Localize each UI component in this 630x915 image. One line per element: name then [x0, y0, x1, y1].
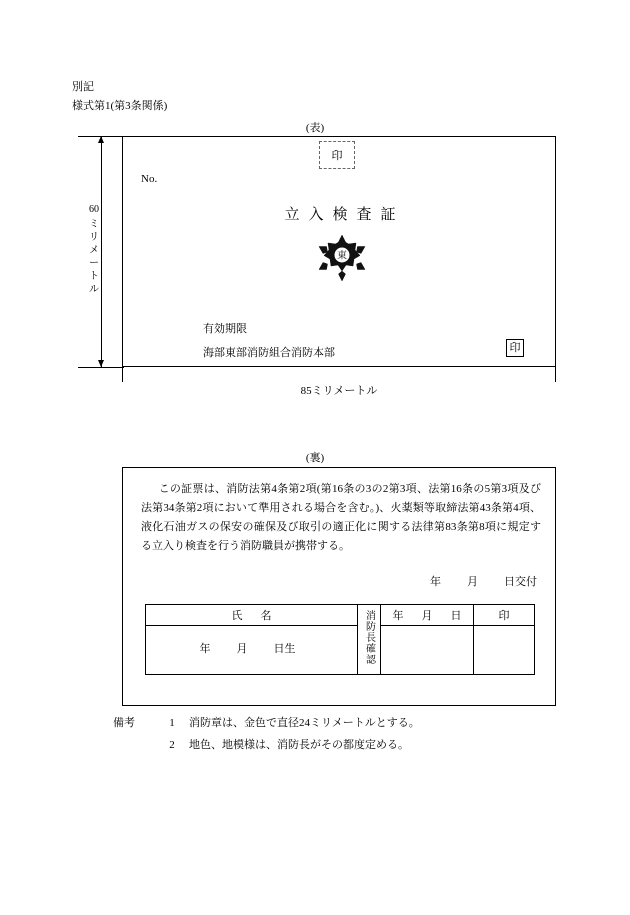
- table-header-date-month: 月: [421, 610, 433, 622]
- back-body-paragraph: この証票は、消防法第4条第2項(第16条の3の2第3項、法第16条の5第3項及び法第34条第2項において準用される場合を含む。)、火薬類等取締法第43条第4項、液化石油ガスの保安の確保及び取引の適正化に関する法律第83条第8項に規定する立入り検査を行う消防職員が携帯する。: [141, 483, 541, 552]
- issue-date-line: [430, 573, 537, 589]
- back-side-label: (裏): [305, 452, 325, 464]
- card-title: 立入検査証: [284, 207, 405, 223]
- card-number-label: No.: [141, 173, 158, 185]
- footnote-row-2: [113, 734, 420, 756]
- table-header-name: 氏名: [146, 605, 358, 626]
- organization-name: 海部東部消防組合消防本部: [203, 347, 335, 359]
- heading-line-1: 別記: [72, 81, 94, 93]
- back-body-text: [141, 480, 541, 556]
- heading-line-2: 様式第1(第3条関係): [72, 100, 168, 112]
- table-header-confirm: 消防長確認: [358, 605, 381, 675]
- table-cell-name-value: [146, 626, 358, 675]
- dimension-cap-bottom: [78, 367, 124, 368]
- table-header-seal: 印: [474, 605, 535, 626]
- height-dimension-unit: ミ リ メ ー ト ル: [89, 219, 99, 295]
- footnote-number-1: 1: [169, 717, 175, 729]
- signature-table: [145, 604, 535, 675]
- issue-date-month: 月: [467, 576, 478, 588]
- table-row: [146, 626, 535, 675]
- issue-date-day: 日交付: [504, 576, 537, 588]
- table-cell-date-value: [381, 626, 474, 675]
- table-row: [146, 605, 535, 626]
- footnote-number-2: 2: [169, 739, 175, 751]
- footnote-text-1: 消防章は、金色で直径24ミリメートルとする。: [189, 717, 420, 729]
- document-heading: [72, 78, 167, 116]
- back-card: [122, 467, 556, 706]
- issue-date-year: 年: [430, 576, 441, 588]
- corner-seal-box: 印: [506, 339, 524, 357]
- birth-date-line: 年 月 日生: [199, 643, 296, 655]
- height-dimension-text: [86, 203, 102, 296]
- front-card: [122, 136, 556, 367]
- width-dimension-text: [122, 382, 556, 398]
- footnotes: [113, 712, 420, 756]
- expiry-label: 有効期限: [203, 323, 247, 335]
- front-side-label: (表): [305, 122, 325, 134]
- footnote-row-1: [113, 712, 420, 734]
- table-header-date: [381, 605, 474, 626]
- width-dimension-value: 85ミリメートル: [295, 385, 384, 397]
- footnote-label: 備考: [113, 717, 135, 729]
- footnote-text-2: 地色、地模様は、消防長がその都度定める。: [189, 739, 409, 751]
- table-cell-seal-value: [474, 626, 535, 675]
- seal-placeholder-box: 印: [319, 141, 355, 169]
- fire-department-emblem-icon: [317, 233, 367, 283]
- svg-text:東: 東: [337, 250, 347, 262]
- table-header-date-year: 年: [392, 610, 404, 622]
- height-dimension-number: 60: [89, 204, 99, 215]
- table-header-date-day: 日: [450, 610, 462, 622]
